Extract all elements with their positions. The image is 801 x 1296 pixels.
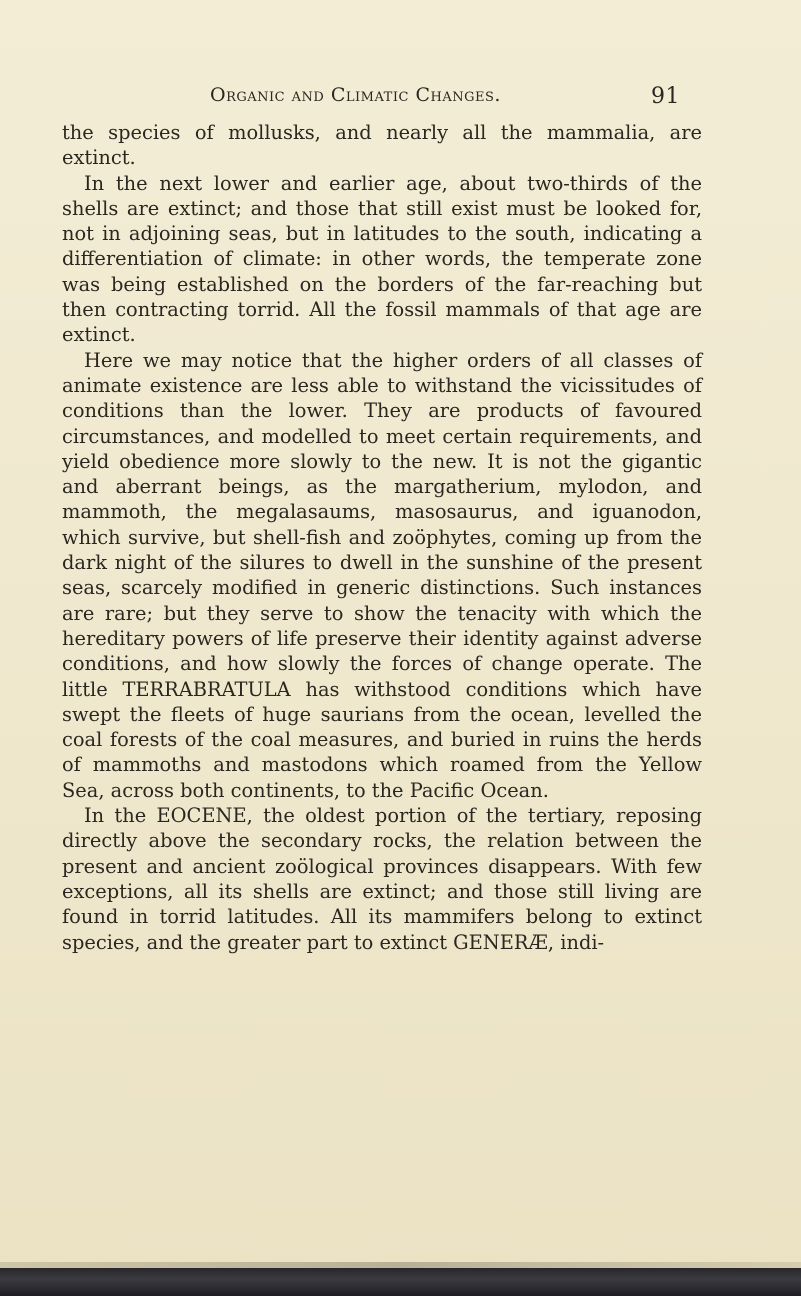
scanner-edge-bar bbox=[0, 1268, 801, 1296]
running-header bbox=[210, 84, 680, 114]
paragraph: In the EOCENE, the oldest portion of the tertiary, reposing directly above the secondary rocks, the relation between the present and ancient zoölogical provinces disappears. With few exceptions, all its shells are extinct; and those still living are found in torrid latitudes. All its mammifers belong to extinct species, and the greater part to extinct GENERÆ, indi- bbox=[62, 804, 702, 954]
page-number: 91 bbox=[651, 84, 680, 109]
header-title: Organic and Climatic Changes. bbox=[210, 84, 501, 106]
paragraph: the species of mollusks, and nearly all the mammalia, are extinct. bbox=[62, 121, 702, 170]
paragraph: Here we may notice that the higher orders of all classes of animate existence are less able to withstand the vicissitudes of conditions than the lower. They are products of favoured circumstances, and modelled to meet certain requirements, and yield obedience more slowly to the new. It is not the gigantic and aberrant beings, as the margatherium, mylodon, and mammoth, the megalasaums, masosaurus, and iguanodon, which survive, but shell-fish and zoöphytes, coming up from the dark night of the silures to dwell in the sunshine of the present seas, scarcely modified in generic distinctions. Such instances are rare; but they serve to show the tenacity with which the hereditary powers of life preserve their identity against adverse conditions, and how slowly the forces of change operate. The little TERRABRATULA has withstood conditions which have swept the fleets of huge saurians from the ocean, levelled the coal forests of the coal measures, and buried in ruins the herds of mammoths and mastodons which roamed from the Yellow Sea, across both continents, to the Pacific Ocean. bbox=[62, 348, 702, 802]
body-text bbox=[62, 120, 702, 955]
paragraph: In the next lower and earlier age, about two-thirds of the shells are extinct; and those that still exist must be looked for, not in adjoining seas, but in latitudes to the south, indicating a differentiation of climate: in other words, the temperate zone was being established on the borders of the far-reaching but then contracting torrid. All the fossil mammals of that age are extinct. bbox=[62, 171, 702, 347]
